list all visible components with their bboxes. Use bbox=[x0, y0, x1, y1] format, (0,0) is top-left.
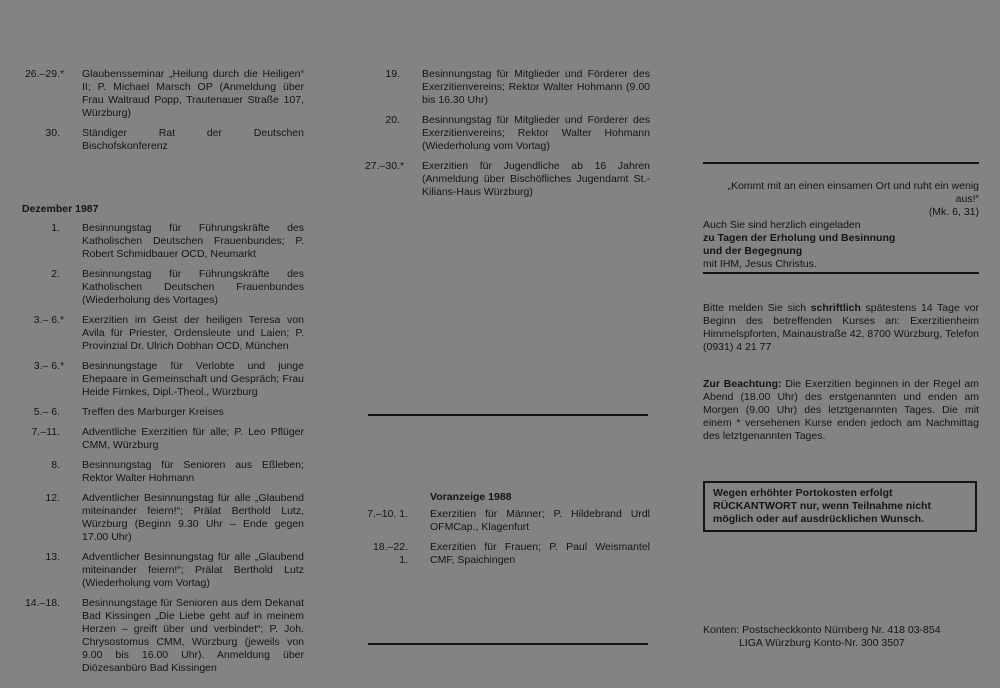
invite-line: Auch Sie sind herzlich eingeladen bbox=[703, 219, 861, 231]
entries-preview bbox=[362, 508, 650, 567]
entry-text: Besinnungstag für Mitglieder und Förderer des Exerzitienvereins; Rektor Walter Hohmann (9.00 bis 16.30 Uhr) bbox=[422, 68, 650, 106]
entry-text: Besinnungstage für Senioren aus dem Dekanat Bad Kissingen „Die Liebe geht auf in meinem Herzen – greift über und verbindet“; P. Joh. Chrysostomus CMM, Würzburg (jeweils von 9.00 bis 16.00 Uhr). Anmeldung über Diözesanbüro Bad Kissingen bbox=[82, 597, 304, 674]
entry-date: 14.–18. bbox=[24, 597, 60, 609]
entry-date: 30. bbox=[45, 127, 60, 139]
entry-date: 7.–11. bbox=[31, 426, 60, 438]
schedule-entry bbox=[362, 114, 650, 153]
divider-col2-bottom bbox=[368, 643, 648, 645]
quote-reference: (Mk. 6, 31) bbox=[928, 206, 979, 218]
schedule-entry bbox=[362, 541, 650, 567]
entry-date: 26.–29. bbox=[24, 68, 60, 80]
entry-date: 13. bbox=[45, 551, 60, 563]
schedule-entry bbox=[22, 314, 304, 353]
invite-bold-line-1: zu Tagen der Erholung und Besinnung bbox=[703, 232, 896, 244]
entry-star-marker bbox=[60, 492, 66, 544]
entry-star-marker bbox=[60, 268, 66, 307]
schedule-entry bbox=[22, 360, 304, 399]
signup-bold: schriftlich bbox=[810, 302, 861, 314]
schedule-entry bbox=[362, 68, 650, 107]
entry-text: Besinnungstag für Führungskräfte des Katholischen Deutschen Frauenbundes; P. Robert Schmidbauer OCD, Neumarkt bbox=[82, 222, 304, 260]
entry-star-marker bbox=[400, 114, 406, 153]
divider-col3-2 bbox=[703, 272, 979, 274]
schedule-entry bbox=[362, 160, 650, 199]
quote-block bbox=[703, 180, 979, 271]
entry-date: 8. bbox=[51, 459, 60, 471]
entry-text: Adventlicher Besinnungstag für alle „Glaubend miteinander feiern!“; Prälat Berthold Lutz, Würzburg (Beginn 9.30 Uhr – Ende gegen 17.00 Uhr) bbox=[82, 492, 304, 543]
entry-date: 1. bbox=[51, 222, 60, 234]
accounts-line-2: LIGA Würzburg Konto-Nr. 300 3507 bbox=[739, 637, 905, 649]
entry-text: Glaubensseminar „Heilung durch die Heiligen“ II; P. Michael Marsch OP (Anmeldung über Frau Waltraud Popp, Trautenauer Straße 107, Würzburg) bbox=[82, 68, 304, 119]
entry-text: Ständiger Rat der Deutschen Bischofskonferenz bbox=[82, 127, 304, 152]
entry-date: 3.– 6. bbox=[33, 360, 60, 372]
column-1 bbox=[22, 68, 304, 682]
entry-star-marker bbox=[60, 222, 66, 261]
accounts-block bbox=[703, 624, 979, 650]
schedule-entry bbox=[22, 597, 304, 675]
divider-col2-top bbox=[368, 414, 648, 416]
schedule-entry bbox=[22, 127, 304, 153]
entry-date: 7.–10. 1. bbox=[367, 508, 408, 520]
entry-star-marker: * bbox=[60, 360, 65, 372]
entry-date: 27.–30. bbox=[364, 160, 400, 172]
entry-star-marker bbox=[60, 406, 66, 419]
entry-star-marker: * bbox=[60, 68, 65, 80]
invite-bold-line-2: und der Begegnung bbox=[703, 245, 803, 257]
entry-date: 3.– 6. bbox=[33, 314, 60, 326]
signup-text bbox=[703, 302, 979, 354]
schedule-entry bbox=[22, 426, 304, 452]
schedule-entry bbox=[22, 222, 304, 261]
note-label: Zur Beachtung: bbox=[703, 378, 782, 390]
schedule-entry bbox=[22, 268, 304, 307]
december-heading: Dezember 1987 bbox=[22, 203, 99, 215]
entry-star-marker bbox=[60, 127, 66, 153]
entry-star-marker bbox=[60, 597, 66, 675]
entry-text: Besinnungstage für Verlobte und junge Ehepaare in Gemeinschaft und Gespräch; Frau Heide Firnkes, Dipl.-Theol., Würzburg bbox=[82, 360, 304, 398]
entry-star-marker bbox=[60, 459, 66, 485]
schedule-entry bbox=[362, 508, 650, 534]
entry-text: Adventlicher Besinnungstag für alle „Glaubend miteinander feiern!“; Prälat Berthold Lutz (Wiederholung vom Vortag) bbox=[82, 551, 304, 589]
entry-text: Exerzitien im Geist der heiligen Teresa von Avila für Priester, Ordensleute und Laien; P. Provinzial Dr. Ulrich Dobhan OCD, München bbox=[82, 314, 304, 352]
entry-date: 5.– 6. bbox=[33, 406, 60, 418]
column-2 bbox=[362, 68, 650, 206]
postage-notice-text: Wegen erhöhter Portokosten erfolgt RÜCKANTWORT nur, wenn Teilnahme nicht möglich oder auf ausdrücklichen Wunsch. bbox=[713, 487, 931, 525]
entry-text: Adventliche Exerzitien für alle; P. Leo Pflüger CMM, Würzburg bbox=[82, 426, 304, 451]
accounts-line-1: Konten: Postscheckkonto Nürnberg Nr. 418 03-854 bbox=[703, 624, 941, 636]
entry-star-marker bbox=[400, 68, 406, 107]
entries-december bbox=[22, 222, 304, 675]
entry-star-marker: * bbox=[60, 314, 65, 326]
bible-quote: „Kommt mit an einen einsamen Ort und ruht ein wenig aus!“ bbox=[727, 180, 979, 205]
schedule-entry bbox=[22, 459, 304, 485]
invite-closing-line: mit IHM, Jesus Christus. bbox=[703, 258, 817, 270]
note-text bbox=[703, 378, 979, 443]
entry-date: 12. bbox=[45, 492, 60, 504]
entry-text: Besinnungstag für Senioren aus Eßleben; Rektor Walter Hohmann bbox=[82, 459, 304, 484]
signup-post: spätestens 14 Tage vor Beginn des betreffenden Kurses an: Exerzitienheim Himmelspforten, Mainaustraße 42, 8700 Würzburg, Telefon (0931) 4 21 77 bbox=[703, 302, 980, 353]
schedule-entry bbox=[22, 68, 304, 120]
entries-top-col2 bbox=[362, 68, 650, 199]
entry-text: Exerzitien für Männer; P. Hildebrand Urdl OFMCap., Klagenfurt bbox=[430, 508, 650, 533]
signup-pre: Bitte melden Sie sich bbox=[703, 302, 811, 314]
schedule-entry bbox=[22, 551, 304, 590]
entry-date: 2. bbox=[51, 268, 60, 280]
divider-col3-1 bbox=[703, 162, 979, 164]
preview-heading: Voranzeige 1988 bbox=[430, 491, 512, 503]
note-body: Die Exerzitien beginnen in der Regel am Abend (18.00 Uhr) des erstgenannten und enden am Morgen (9.00 Uhr) des letztgenannten Tages. Die mit einem * versehenen Kurse enden jedoch am Nachmittag des letztgenannten Tages. bbox=[703, 378, 979, 442]
entry-text: Besinnungstag für Mitglieder und Förderer des Exerzitienvereins; Rektor Walter Hohmann (Wiederholung vom Vortag) bbox=[422, 114, 650, 152]
postage-notice-box bbox=[703, 481, 977, 532]
schedule-entry bbox=[22, 492, 304, 544]
entry-date: 18.–22. 1. bbox=[372, 541, 408, 566]
entries-top-col1 bbox=[22, 68, 304, 153]
entry-text: Exerzitien für Frauen; P. Paul Weismantel CMF, Spaichingen bbox=[430, 541, 650, 566]
entry-date: 20. bbox=[385, 114, 400, 126]
entry-star-marker bbox=[408, 541, 414, 567]
preview-section bbox=[362, 491, 650, 574]
entry-text: Treffen des Marburger Kreises bbox=[82, 406, 224, 418]
entry-star-marker bbox=[60, 551, 66, 590]
entry-star-marker bbox=[408, 508, 414, 534]
entry-text: Besinnungstag für Führungskräfte des Katholischen Deutschen Frauenbundes (Wiederholung des Vortages) bbox=[82, 268, 304, 306]
entry-star-marker bbox=[60, 426, 66, 452]
schedule-entry bbox=[22, 406, 304, 419]
entry-star-marker: * bbox=[400, 160, 405, 172]
entry-date: 19. bbox=[385, 68, 400, 80]
entry-text: Exerzitien für Jugendliche ab 16 Jahren (Anmeldung über Bischöfliches Jugendamt St.-Kilians-Haus Würzburg) bbox=[422, 160, 650, 198]
